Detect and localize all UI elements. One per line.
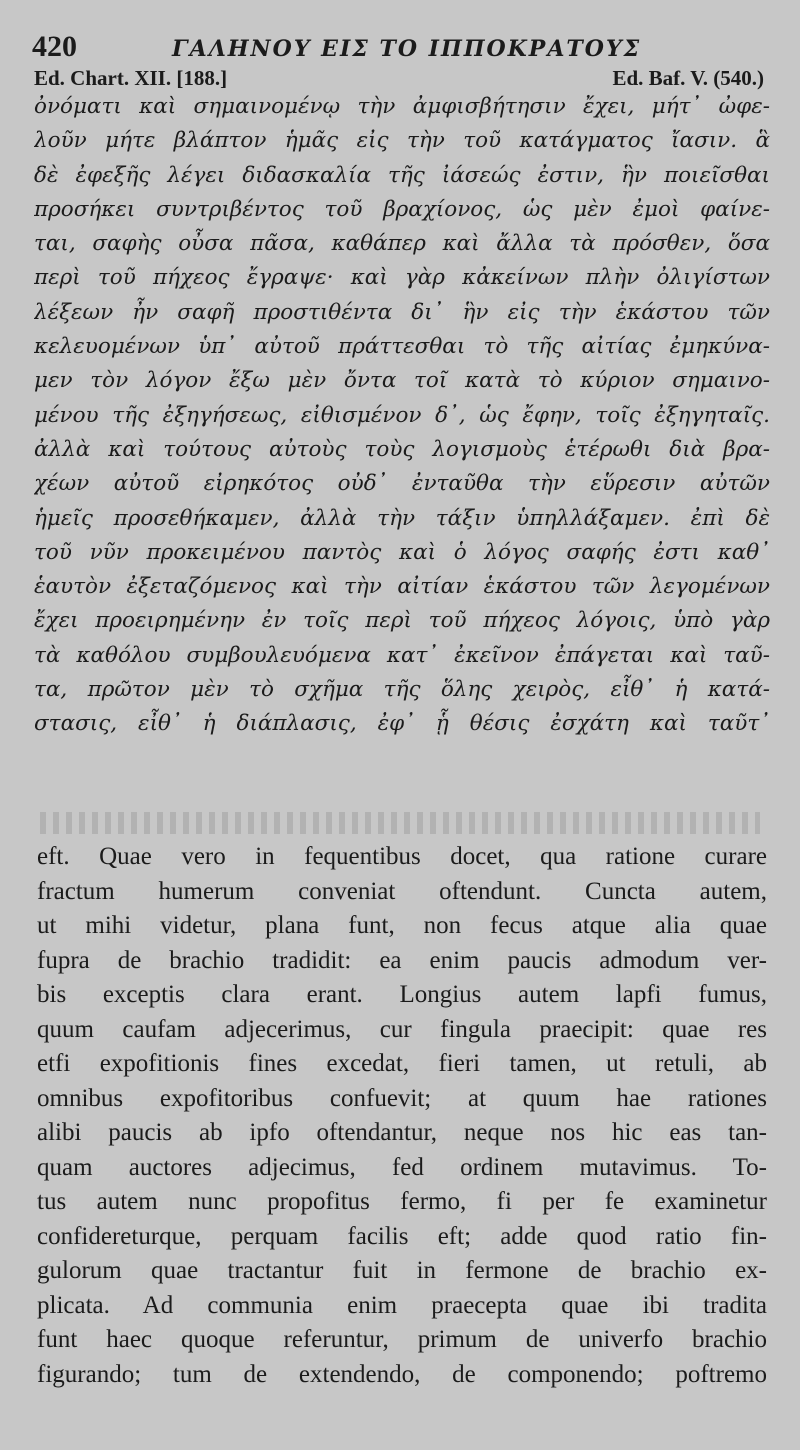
greek-text-line: ἑαυτὸν ἐξεταζόμενος καὶ τὴν αἰτίαν ἑκάστου τῶν λεγομένων (34, 574, 770, 600)
greek-text-line: τα, πρῶτον μὲν τὸ σχῆμα τῆς ὅλης χειρὸς, εἶθ᾽ ἡ κατά- (34, 677, 770, 703)
greek-text-line: ἡμεῖς προσεθήκαμεν, ἀλλὰ τὴν τάξιν ὑπηλλάξαμεν. ἐπὶ δὲ (34, 505, 770, 531)
latin-text-line: figurando; tum de extendendo, de componendo; poftremo (37, 1360, 767, 1388)
greek-text-line: μεν τὸν λόγον ἔξω μὲν ὄντα τοῖ κατὰ τὸ κύριον σημαινο- (34, 368, 770, 394)
greek-text-line: μένου τῆς ἐξηγήσεως, εἰθισμένον δ᾽, ὡς ἔφην, τοῖς ἐξηγηταῖς. (34, 402, 770, 428)
latin-text-line: gulorum quae tractantur fuit in fermone de brachio ex- (37, 1257, 767, 1284)
page-number: 420 (32, 30, 77, 63)
greek-text-line: τοῦ νῦν προκειμένου παντὸς καὶ ὁ λόγος σαφής ἐστι καθ᾽ (34, 539, 770, 565)
greek-text-line: χέων αὐτοῦ εἰρηκότος οὐδ᾽ ἐνταῦθα τὴν εὕρεσιν αὐτῶν (34, 471, 770, 497)
greek-text-line: δὲ ἐφεξῆς λέγει διδασκαλία τῆς ἰάσεώς ἐστιν, ἣν ποιεῖσθαι (34, 162, 770, 188)
latin-text-line: fractum humerum conveniat oftendunt. Cuncta autem, (37, 877, 767, 905)
latin-text-line: funt haec quoque referuntur, primum de univerfo brachio (37, 1326, 767, 1353)
greek-text-line: ται, σαφὴς οὖσα πᾶσα, καθάπερ καὶ ἄλλα τὰ πρόσθεν, ὅσα (34, 231, 770, 257)
latin-text-block (37, 840, 767, 1392)
greek-text-line: τὰ καθόλου συμβουλευόμενα κατ᾽ ἐκεῖνον ἐπάγεται καὶ ταῦ- (34, 642, 770, 668)
latin-text-line: omnibus expofitoribus confuevit; at quum hae rationes (37, 1084, 767, 1112)
show-through-bleed (40, 812, 760, 834)
latin-text-line: ut mihi videtur, plana funt, non fecus atque alia quae (37, 912, 767, 939)
running-head: ΓΑΛΗΝΟΥ ΕΙΣ ΤΟ ΙΠΠΟΚΡΑΤΟΥΣ (172, 36, 642, 62)
page-header (32, 30, 772, 70)
greek-text-block (34, 90, 770, 742)
greek-text-line: περὶ τοῦ πήχεος ἔγραψε· καὶ γὰρ κἀκείνων πλὴν ὀλιγίστων (34, 265, 770, 291)
greek-text-line: λέξεων ἦν σαφῆ προστιθέντα δι᾽ ἣν εἰς τὴν ἑκάστου τῶν (34, 299, 770, 325)
latin-text-line: quam auctores adjecimus, fed ordinem mutavimus. To- (37, 1153, 767, 1181)
latin-text-line: bis exceptis clara erant. Longius autem lapfi fumus, (37, 981, 767, 1008)
latin-text-line: plicata. Ad communia enim praecepta quae ibi tradita (37, 1291, 767, 1319)
greek-text-line: ὀνόματι καὶ σημαινομένῳ τὴν ἀμφισβήτησιν ἔχει, μήτ᾽ ὠφε- (34, 94, 770, 119)
greek-text-line: ἔχει προειρημένην ἐν τοῖς περὶ τοῦ πήχεος λόγοις, ὑπὸ γὰρ (34, 608, 770, 634)
greek-text-line: στασις, εἶθ᾽ ἡ διάπλασις, ἐφ᾽ ᾗ θέσις ἐσχάτη καὶ ταῦτ᾽ (34, 711, 770, 737)
edition-reference-right: Ed. Baf. V. (540.) (612, 66, 764, 90)
greek-text-line: κελευομένων ὑπ᾽ αὐτοῦ πράττεσθαι τὸ τῆς αἰτίας ἐμηκύνα- (34, 334, 770, 360)
greek-text-line: λοῦν μήτε βλάπτον ἡμᾶς εἰς τὴν τοῦ κατάγματος ἴασιν. ἃ (34, 128, 770, 154)
latin-text-line: eft. Quae vero in fequentibus docet, qua ratione curare (37, 843, 767, 870)
greek-text-line: ἀλλὰ καὶ τούτους αὐτοὺς τοὺς λογισμοὺς ἑτέρωθι διὰ βρα- (34, 436, 770, 462)
edition-reference-left: Ed. Chart. XII. [188.] (34, 66, 228, 90)
latin-text-line: alibi paucis ab ipfo oftendantur, neque nos hic eas tan- (37, 1119, 767, 1146)
latin-text-line: etfi expofitionis fines excedat, fieri tamen, ut retuli, ab (37, 1050, 767, 1077)
latin-text-line: fupra de brachio tradidit: ea enim paucis admodum ver- (37, 946, 767, 974)
latin-text-line: confidereturque, perquam facilis eft; adde quod ratio fin- (37, 1222, 767, 1250)
greek-text-line: προσήκει συντριβέντος τοῦ βραχίονος, ὡς μὲν ἐμοὶ φαίνε- (34, 196, 770, 222)
latin-text-line: tus autem nunc propofitus fermo, fi per fe examinetur (37, 1188, 767, 1215)
latin-text-line: quum caufam adjecerimus, cur fingula praecipit: quae res (37, 1015, 767, 1043)
